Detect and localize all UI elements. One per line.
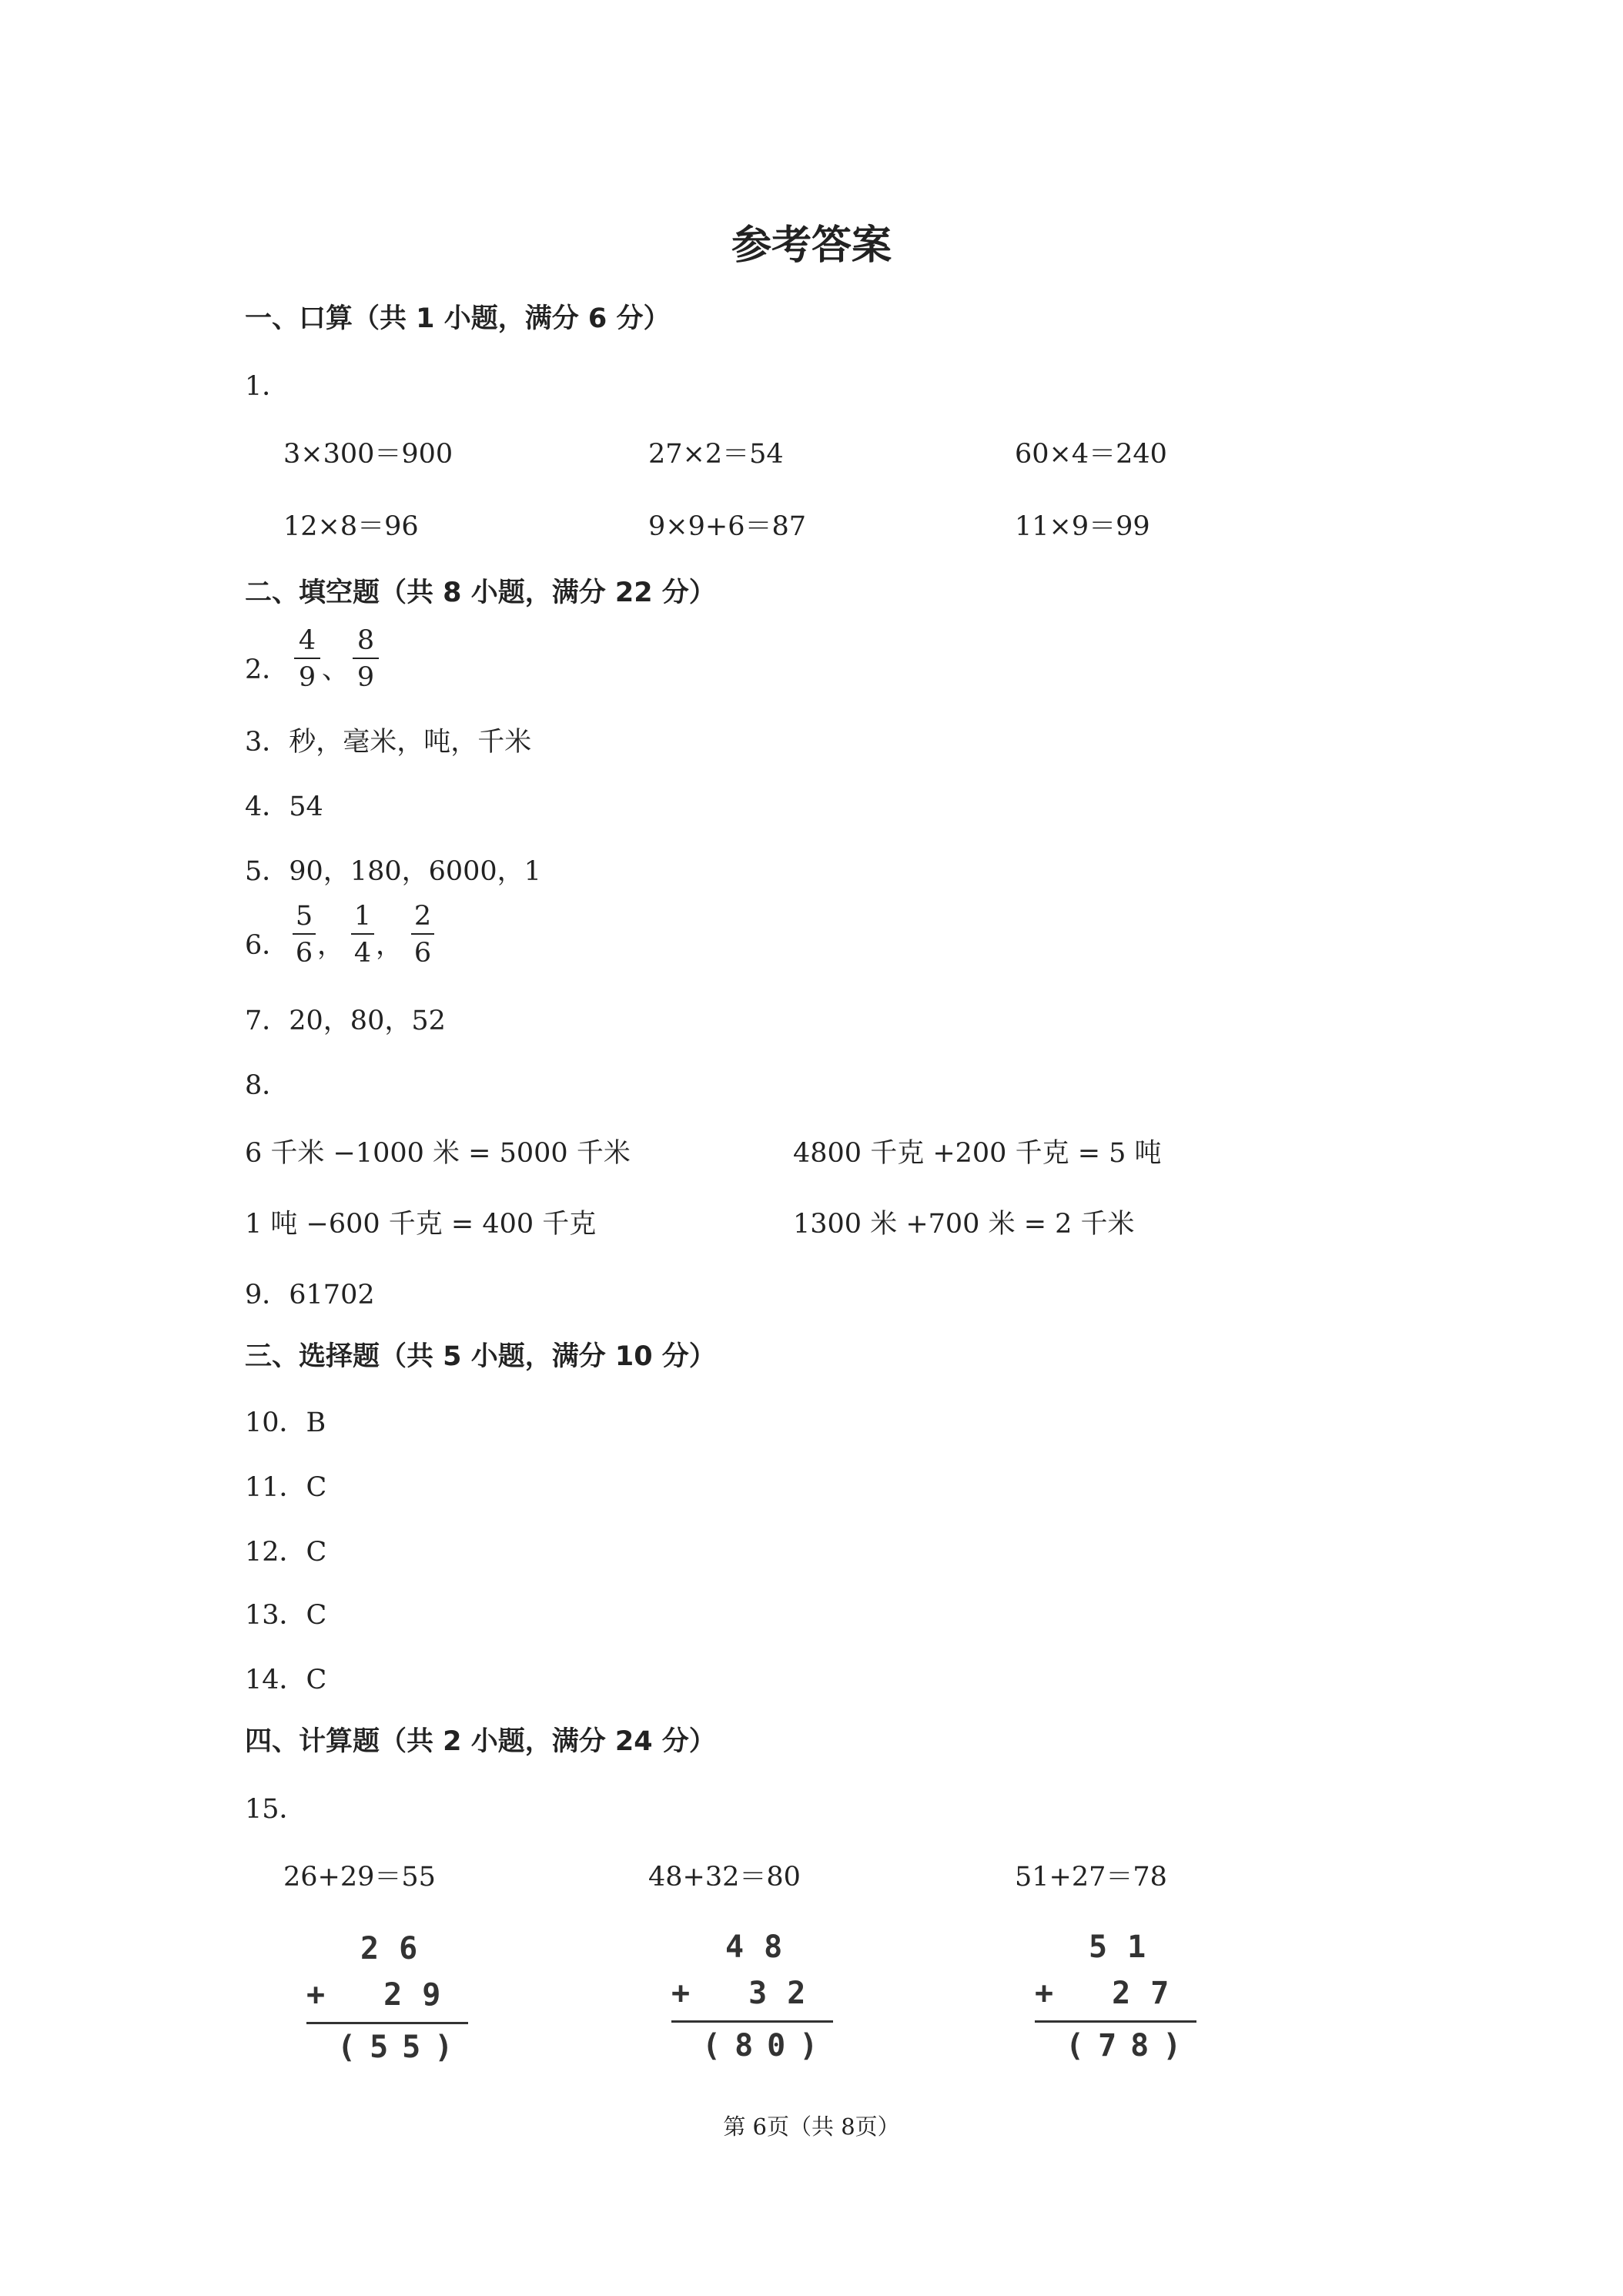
q8-line-a: 6 千米 −1000 米 = 5000 千米: [245, 1138, 631, 1169]
addend-top: 48: [725, 1930, 803, 1965]
q7-answer: 7．20，80，52: [245, 1006, 446, 1036]
q6-fraction-2: [351, 901, 374, 969]
q14-answer: 14．C: [245, 1665, 327, 1695]
addend-bottom: + 32: [671, 1976, 826, 2011]
q1-eq-1: 3×300＝900: [283, 439, 453, 470]
q3-answer: 3．秒，毫米，吨，千米: [245, 727, 532, 758]
fraction-bar: [293, 933, 316, 935]
section-4-heading: 四、计算题（共 2 小题，满分 24 分）: [245, 1726, 716, 1757]
numerator: 2: [413, 901, 432, 932]
numerator: 1: [353, 901, 372, 932]
q13-answer: 13．C: [245, 1600, 327, 1631]
fraction-bar: [294, 658, 320, 659]
q6-fraction-1: [293, 901, 316, 969]
vertical-addition-1: [306, 1931, 484, 2085]
section-1-heading: 一、口算（共 1 小题，满分 6 分）: [245, 303, 671, 334]
q6-separator-1: ，: [317, 930, 345, 961]
q1-eq-4: 12×8＝96: [283, 511, 419, 542]
section-2-heading: 二、填空题（共 8 小题，满分 22 分）: [245, 577, 716, 608]
q1-eq-3: 60×4＝240: [1015, 439, 1167, 470]
q1-eq-2: 27×2＝54: [648, 439, 784, 470]
q15-eq-3: 51+27＝78: [1015, 1862, 1167, 1893]
page-title: 参考答案: [731, 223, 892, 269]
page-footer: 第 6页（共 8页）: [723, 2114, 900, 2140]
q5-answer: 5．90，180，6000，1: [245, 856, 541, 887]
q4-answer: 4．54: [245, 792, 323, 822]
q1-eq-6: 11×9＝99: [1015, 511, 1150, 542]
denominator: 6: [295, 938, 313, 969]
sum-line: [306, 2022, 468, 2024]
q11-answer: 11．C: [245, 1472, 327, 1503]
q1-number: 1．: [245, 371, 289, 402]
q2-separator: 、: [322, 654, 350, 685]
q15-number: 15．: [245, 1794, 306, 1825]
numerator: 4: [298, 625, 316, 656]
denominator: 6: [413, 938, 432, 969]
q2-fraction-2: [353, 625, 379, 693]
addend-top: 51: [1089, 1930, 1166, 1965]
numerator: 5: [295, 901, 313, 932]
vertical-addition-2: [671, 1930, 848, 2083]
fraction-bar: [411, 933, 434, 935]
q15-eq-1: 26+29＝55: [283, 1862, 436, 1893]
sum-result: (80): [702, 2028, 832, 2063]
sum-line: [671, 2020, 833, 2023]
q10-answer: 10．B: [245, 1407, 326, 1438]
fraction-bar: [353, 658, 379, 659]
addend-bottom: + 27: [1035, 1976, 1190, 2011]
sum-result: (55): [337, 2030, 467, 2065]
q8-line-c: 1 吨 −600 千克 = 400 千克: [245, 1209, 597, 1240]
q2-number: 2．: [245, 654, 289, 685]
q6-separator-2: ，: [376, 930, 403, 961]
sum-result: (78): [1066, 2028, 1196, 2063]
addend-top: 26: [360, 1931, 438, 1966]
q2-fraction-1: [294, 625, 320, 693]
q6-number: 6．: [245, 930, 289, 961]
sum-line: [1035, 2020, 1196, 2023]
q12-answer: 12．C: [245, 1537, 327, 1568]
denominator: 4: [353, 938, 372, 969]
section-3-heading: 三、选择题（共 5 小题，满分 10 分）: [245, 1341, 716, 1372]
q1-eq-5: 9×9+6＝87: [648, 511, 806, 542]
denominator: 9: [298, 662, 316, 693]
q8-number: 8．: [245, 1070, 289, 1101]
denominator: 9: [356, 662, 375, 693]
vertical-addition-3: [1035, 1930, 1212, 2083]
q6-fraction-3: [411, 901, 434, 969]
q8-line-b: 4800 千克 +200 千克 = 5 吨: [793, 1138, 1162, 1169]
fraction-bar: [351, 933, 374, 935]
q15-eq-2: 48+32＝80: [648, 1862, 801, 1893]
q9-answer: 9．61702: [245, 1280, 375, 1310]
q8-line-d: 1300 米 +700 米 = 2 千米: [793, 1209, 1135, 1240]
numerator: 8: [356, 625, 375, 656]
addend-bottom: + 29: [306, 1977, 461, 2013]
